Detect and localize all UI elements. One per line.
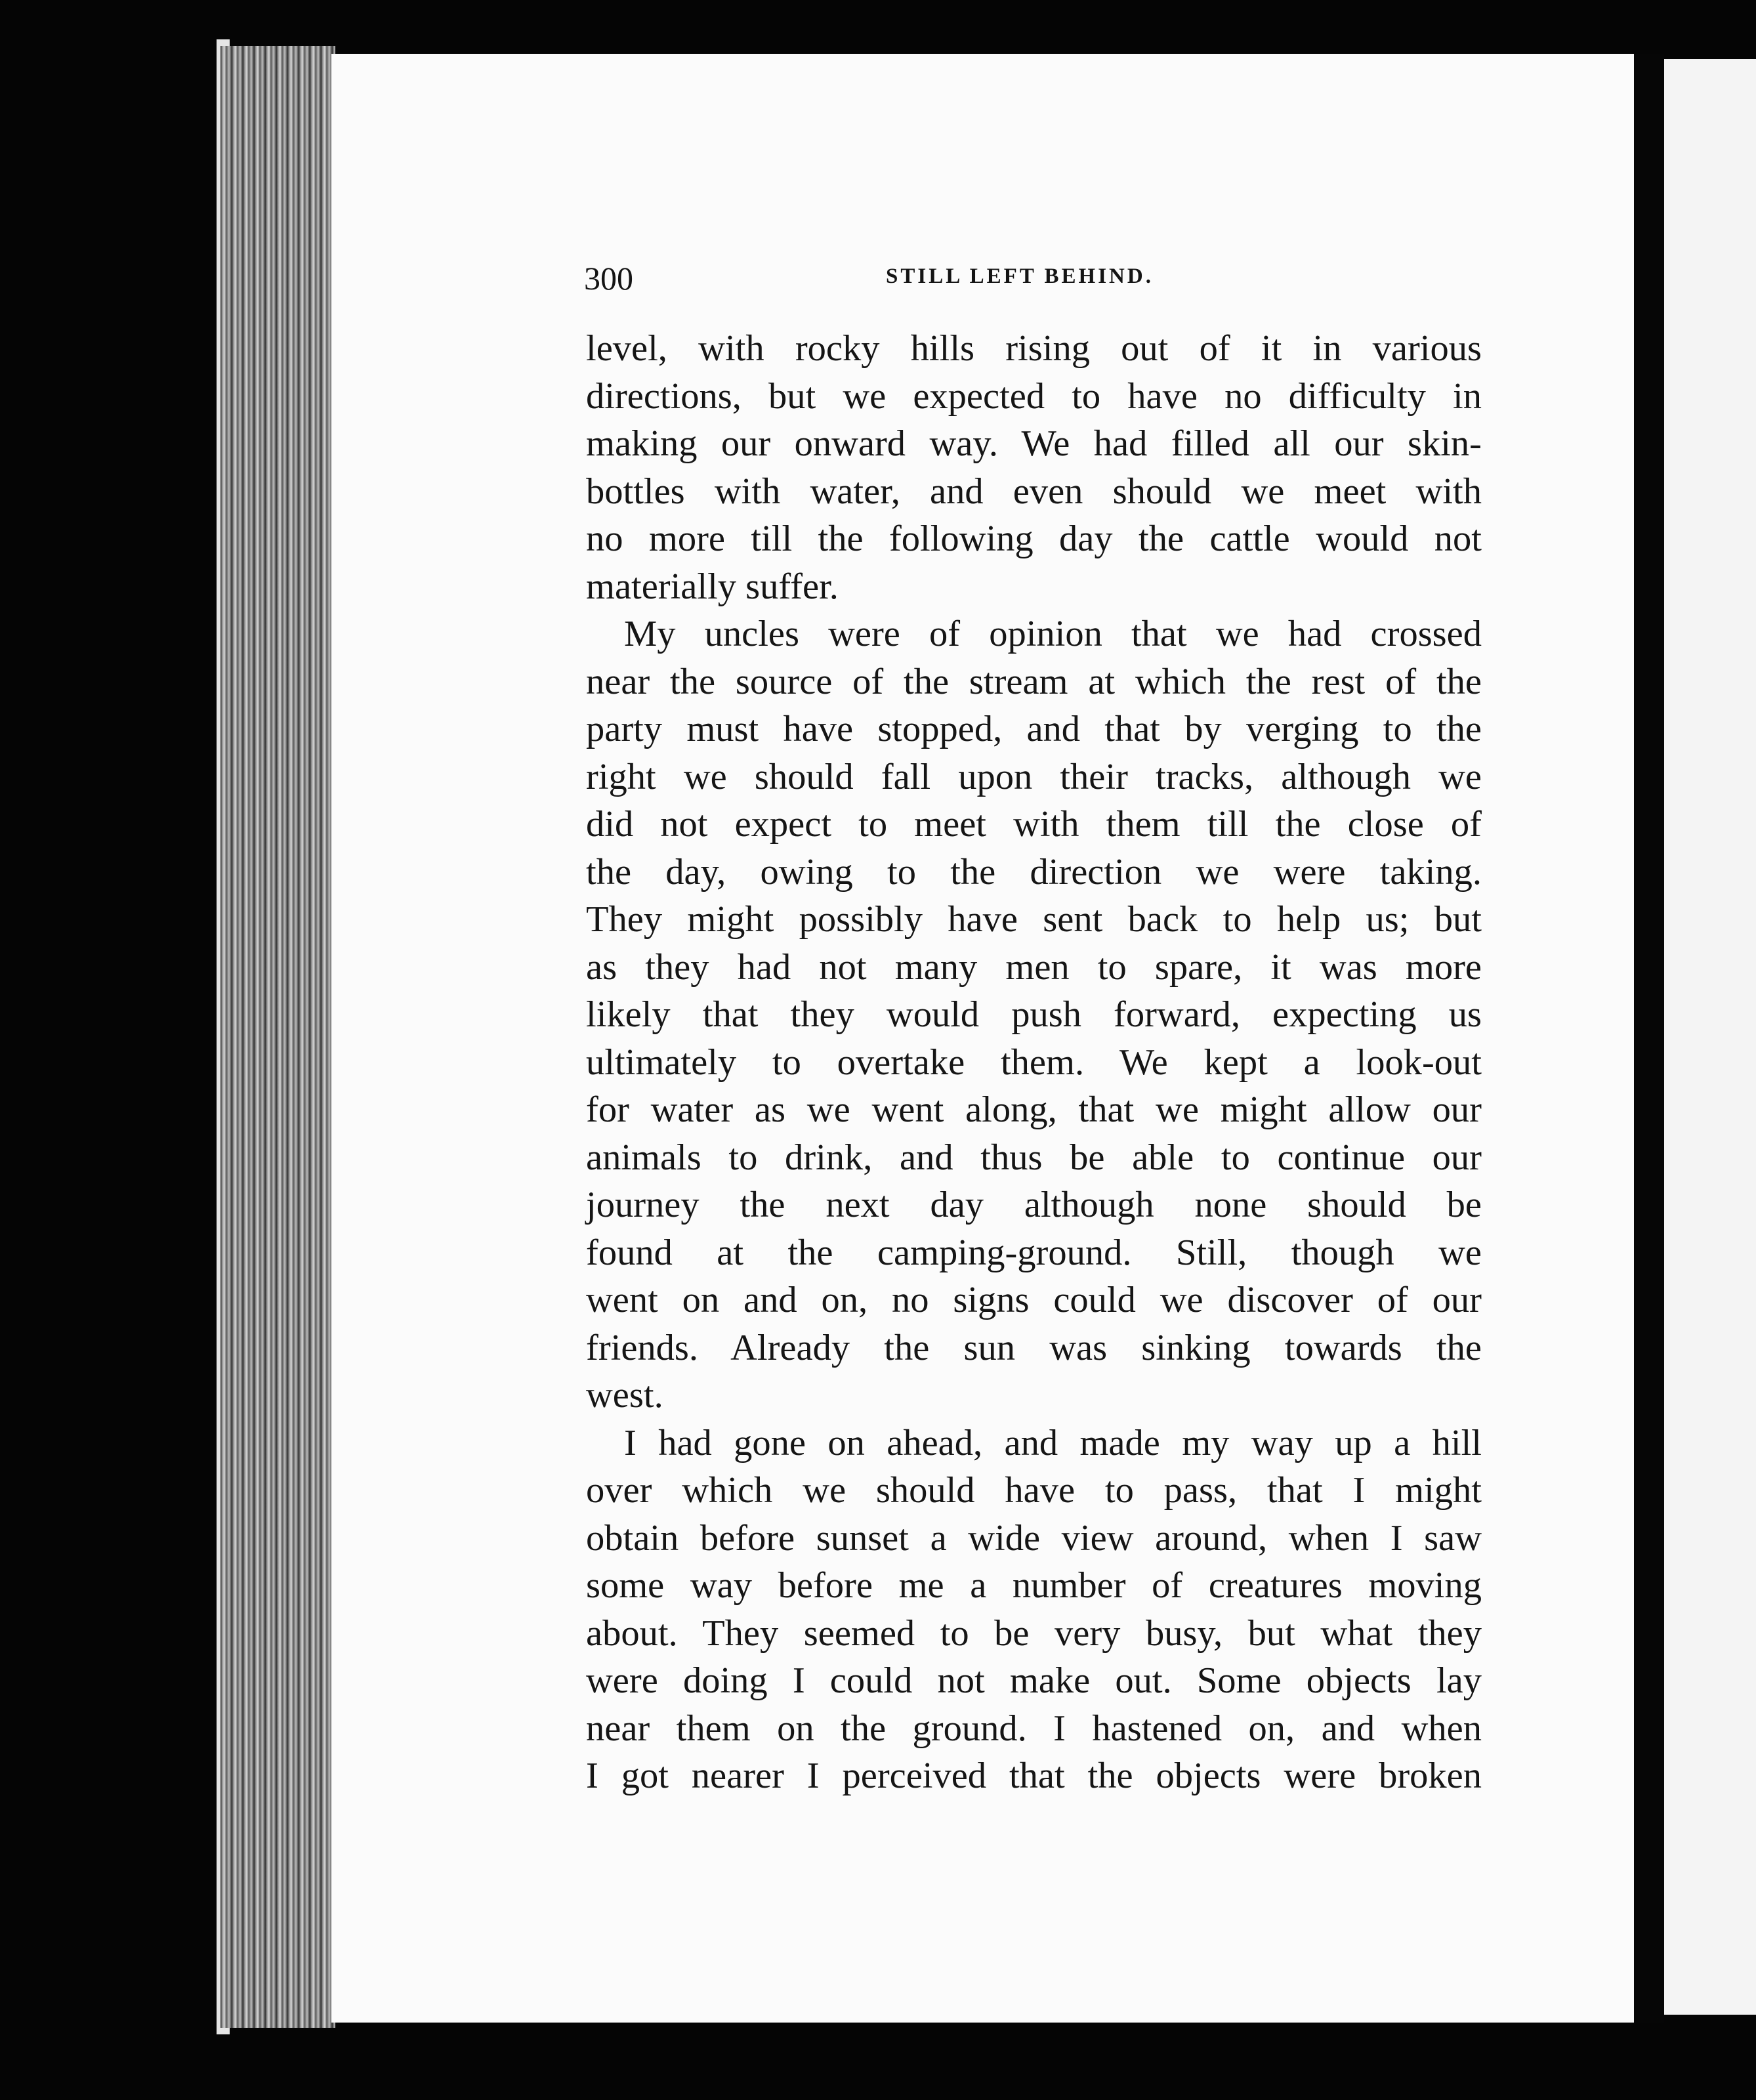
page-number: 300 bbox=[584, 260, 633, 297]
text-line: materially suffer. bbox=[586, 566, 839, 607]
text-line: journey the next day although none should be bbox=[586, 1185, 1482, 1225]
page-header bbox=[584, 259, 1214, 305]
paragraph bbox=[586, 610, 1482, 1419]
text-line: I got nearer I perceived that the objects were broken bbox=[586, 1755, 1482, 1796]
text-line: right we should fall upon their tracks, although we bbox=[586, 756, 1482, 797]
paragraph bbox=[586, 325, 1482, 610]
text-line: party must have stopped, and that by verging to the bbox=[586, 709, 1482, 749]
text-line: near them on the ground. I hastened on, and when bbox=[586, 1708, 1482, 1749]
text-line: obtain before sunset a wide view around, when I saw bbox=[586, 1517, 1482, 1559]
next-page-sliver bbox=[1664, 59, 1756, 2015]
text-line: about. They seemed to be very busy, but what they bbox=[586, 1612, 1482, 1654]
text-line: went on and on, no signs could we discover of our bbox=[586, 1280, 1482, 1320]
body-text bbox=[586, 325, 1482, 1800]
text-line: over which we should have to pass, that I might bbox=[586, 1470, 1482, 1511]
text-line: directions, but we expected to have no difficulty in bbox=[586, 375, 1482, 417]
paragraph bbox=[586, 1419, 1482, 1800]
text-line: ultimately to overtake them. We kept a look-out bbox=[586, 1041, 1482, 1083]
text-line: the day, owing to the direction we were taking. bbox=[586, 851, 1482, 892]
page-gutter bbox=[1634, 54, 1664, 2023]
text-line: animals to drink, and thus be able to continue our bbox=[586, 1137, 1482, 1178]
text-line: no more till the following day the cattle would not bbox=[586, 518, 1482, 559]
text-line: some way before me a number of creatures moving bbox=[586, 1565, 1482, 1606]
text-line: friends. Already the sun was sinking towards the bbox=[586, 1327, 1482, 1368]
text-line: did not expect to meet with them till the close of bbox=[586, 804, 1482, 845]
text-line: near the source of the stream at which the rest of the bbox=[586, 661, 1482, 702]
text-line: likely that they would push forward, expecting us bbox=[586, 994, 1482, 1035]
text-line: bottles with water, and even should we meet with bbox=[586, 471, 1482, 512]
text-line: They might possibly have sent back to help us; but bbox=[586, 899, 1482, 940]
text-line: as they had not many men to spare, it was more bbox=[586, 946, 1482, 988]
text-line: found at the camping-ground. Still, though we bbox=[586, 1232, 1482, 1273]
text-line: west. bbox=[586, 1375, 663, 1416]
text-line: I had gone on ahead, and made my way up a hill bbox=[624, 1422, 1482, 1463]
text-line: were doing I could not make out. Some objects lay bbox=[586, 1660, 1482, 1701]
text-line: making our onward way. We had filled all our skin- bbox=[586, 423, 1482, 464]
text-line: level, with rocky hills rising out of it in various bbox=[586, 328, 1482, 369]
stacked-page-edges bbox=[220, 46, 335, 2028]
text-line: My uncles were of opinion that we had crossed bbox=[624, 614, 1482, 654]
text-line: for water as we went along, that we might allow our bbox=[586, 1089, 1482, 1130]
running-head: STILL LEFT BEHIND. bbox=[886, 264, 1154, 288]
